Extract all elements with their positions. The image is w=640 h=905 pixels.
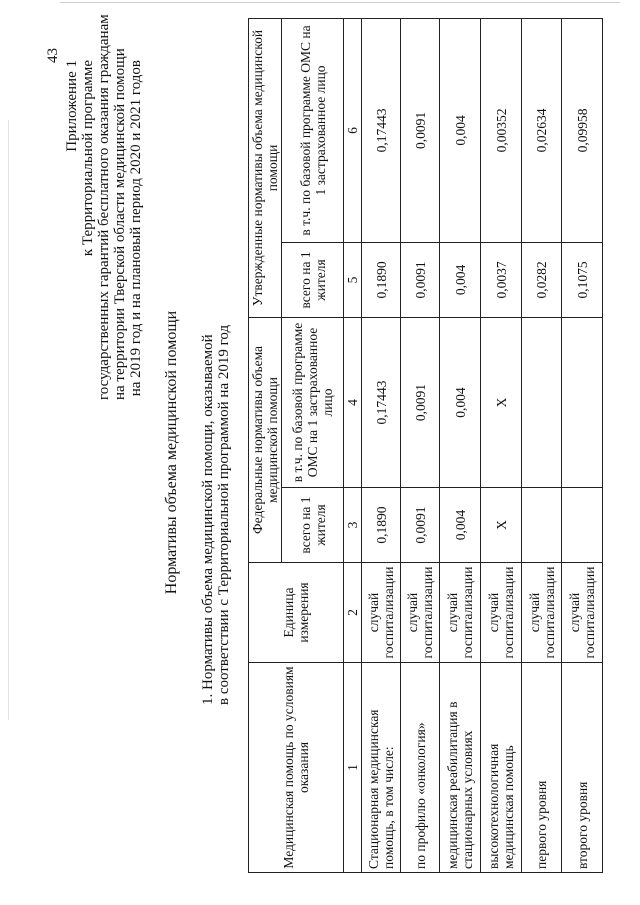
page-number: 43 [45,48,61,63]
row-fed-oms: 0,0091 [401,317,440,487]
row-appr-oms: 0,004 [440,18,481,242]
row-care-type: по профилю «онкология» [401,663,440,873]
column-number: 6 [344,18,362,242]
section-title-line: 1. Нормативы объема медицинской помощи, оказываемой [200,334,216,705]
header-appr-per-insured: в т.ч. по базовой программе ОМС на 1 застрахованное лицо [282,18,344,242]
appendix-line: к Территориальной программе [80,60,96,257]
row-unit: случай госпитализации [401,563,440,663]
appendix-header [64,14,144,400]
row-appr-oms: 0,0091 [401,18,440,242]
header-fed-per-insured: в т.ч. по базовой программе ОМС на 1 застрахованное лицо [282,317,344,487]
row-fed-oms [522,317,562,487]
row-appr-total: 0,004 [440,242,481,317]
row-appr-total: 0,0091 [401,242,440,317]
norms-table [248,18,603,873]
row-unit: случай госпитализации [440,563,481,663]
row-care-type: первого уровня [522,663,562,873]
section-title-line: в соответствии с Территориальной программой на 2019 год [216,324,232,705]
header-care-conditions: Медицинская помощь по условиям оказания [249,663,344,873]
column-number: 3 [344,488,362,563]
row-fed-total [562,488,603,563]
row-care-type: высокотехнологичная медицинская помощь [481,663,522,873]
row-appr-oms: 0,02634 [522,18,562,242]
row-fed-oms [562,317,603,487]
row-appr-oms: 0,17443 [362,18,401,242]
row-fed-total: X [481,488,522,563]
header-approved-norms: Утвержденные нормативы объема медицинской помощи [249,18,282,317]
table-row [362,18,401,872]
row-appr-total: 0,0037 [481,242,522,317]
row-fed-oms: 0,17443 [362,317,401,487]
table-row [562,18,603,872]
table-row [481,18,522,872]
document-title: Нормативы объема медицинской помощи [163,310,180,595]
row-fed-total [522,488,562,563]
column-number: 4 [344,317,362,487]
appendix-line: государственных гарантий бесплатного оказания гражданам [96,14,112,400]
row-appr-oms: 0,09958 [562,18,603,242]
appendix-line: Приложение 1 [64,60,80,152]
section-title [200,325,232,705]
appendix-line: на 2019 год и на плановый период 2020 и 2021 годов [128,60,144,397]
row-fed-oms: 0,004 [440,317,481,487]
row-appr-total: 0,0282 [522,242,562,317]
row-fed-total: 0,004 [440,488,481,563]
row-care-type: Стационарная медицинская помощь, в том числе: [362,663,401,873]
row-fed-oms: X [481,317,522,487]
column-number-row [344,18,362,872]
row-appr-total: 0,1890 [362,242,401,317]
row-fed-total: 0,0091 [401,488,440,563]
row-fed-total: 0,1890 [362,488,401,563]
column-number: 2 [344,563,362,663]
table-row [401,18,440,872]
row-appr-oms: 0,00352 [481,18,522,242]
column-number: 1 [344,663,362,873]
table-row [440,18,481,872]
row-unit: случай госпитализации [481,563,522,663]
row-unit: случай госпитализации [362,563,401,663]
header-fed-per-resident: всего на 1 жителя [282,488,344,563]
row-care-type: второго уровня [562,663,603,873]
row-unit: случай госпитализации [522,563,562,663]
appendix-line: на территории Тверской области медицинской помощи [112,48,128,400]
header-federal-norms: Федеральные нормативы объема медицинской помощи [249,317,282,562]
column-number: 5 [344,242,362,317]
table-row [522,18,562,872]
table-header-row [249,18,282,872]
header-unit: Единица измерения [249,563,344,663]
row-care-type: медицинская реабилитация в стационарных условиях [440,663,481,873]
row-appr-total: 0,1075 [562,242,603,317]
header-appr-per-resident: всего на 1 жителя [282,242,344,317]
row-unit: случай госпитализации [562,563,603,663]
